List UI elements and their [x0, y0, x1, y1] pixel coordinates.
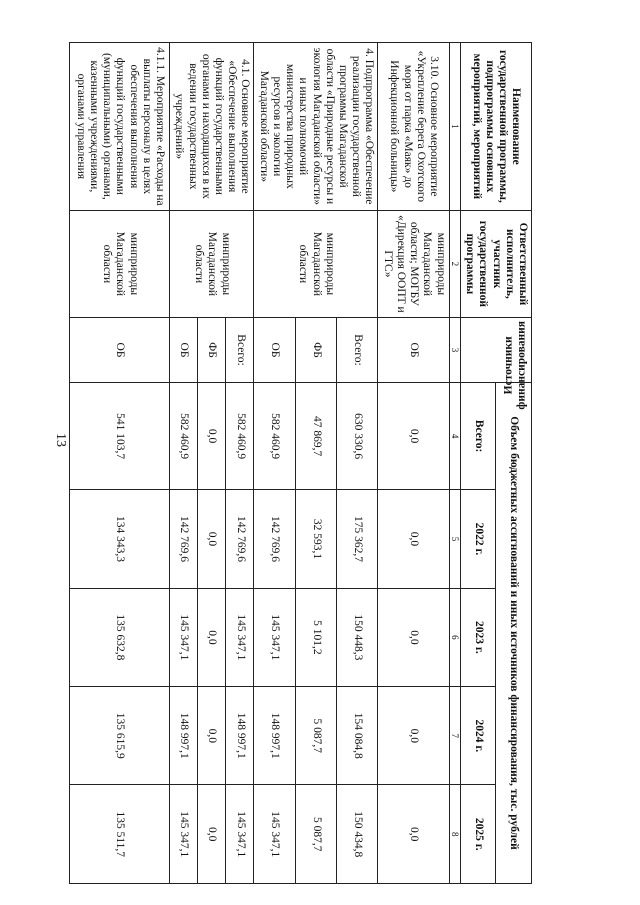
row-value: 142 769,6 [226, 490, 254, 588]
row-value: 148 997,1 [226, 687, 254, 785]
page-number: 13 [53, 433, 68, 447]
col-number: 6 [449, 588, 460, 686]
header-year-2022: 2022 г. [460, 490, 496, 588]
header-source: Источники финансирования [460, 318, 531, 383]
col-number: 8 [449, 785, 460, 884]
row-value: 145 347,1 [226, 588, 254, 686]
row-source: ОБ [70, 318, 170, 383]
row-value: 582 460,9 [254, 382, 295, 489]
row-value: 0,0 [378, 785, 449, 884]
row-value: 5 087,7 [295, 687, 336, 785]
row-value: 0,0 [378, 382, 449, 489]
row-value: 0,0 [198, 785, 226, 884]
row-value: 0,0 [198, 490, 226, 588]
row-value: 148 997,1 [170, 687, 198, 785]
row-responsible: минприроды Магаданской области [170, 210, 254, 317]
col-number: 3 [449, 318, 460, 383]
col-number: 4 [449, 382, 460, 489]
row-source: ФБ [198, 318, 226, 383]
row-source: ФБ [295, 318, 336, 383]
table-row [337, 43, 378, 884]
row-value: 175 362,7 [337, 490, 378, 588]
row-source: ОБ [254, 318, 295, 383]
col-number: 1 [449, 43, 460, 211]
header-volume: Объем бюджетных ассигнований и иных источников финансирования, тыс. рублей [496, 382, 532, 883]
row-value: 582 460,9 [170, 382, 198, 489]
budget-table-container [74, 42, 532, 884]
row-value: 32 593,1 [295, 490, 336, 588]
row-source: Всего: [337, 318, 378, 383]
col-number: 2 [449, 210, 460, 317]
table-row [378, 43, 449, 884]
col-number: 5 [449, 490, 460, 588]
row-value: 582 460,9 [226, 382, 254, 489]
row-value: 150 448,3 [337, 588, 378, 686]
row-value: 5 101,2 [295, 588, 336, 686]
header-year-2025: 2025 г. [460, 785, 496, 884]
row-responsible: минприроды Магаданской области; МОГБУ «Дирекция ООПТ и ГТС» [378, 210, 449, 317]
column-number-row [449, 43, 460, 884]
header-name: Наименование государственной программы, подпрограммы основных мероприятий, мероприятий [460, 43, 531, 211]
row-value: 0,0 [198, 687, 226, 785]
row-value: 148 997,1 [254, 687, 295, 785]
row-value: 0,0 [198, 588, 226, 686]
row-value: 145 347,1 [254, 588, 295, 686]
row-value: 134 343,3 [70, 490, 170, 588]
row-value: 150 434,8 [337, 785, 378, 884]
row-name: 4.1. Основное мероприятие «Обеспечение выполнения функций государственными органами и находящихся в их ведении государственных учреждений» [170, 43, 254, 211]
row-source: Всего: [226, 318, 254, 383]
header-total: Всего: [460, 382, 496, 489]
row-value: 145 347,1 [254, 785, 295, 884]
row-value: 5 087,7 [295, 785, 336, 884]
table-row [70, 43, 170, 884]
row-name: 3.10. Основное мероприятие «Укрепление берега Охотского моря от парка «Маяк» до Инфекционной больницы» [378, 43, 449, 211]
row-value: 0,0 [378, 687, 449, 785]
row-responsible: минприроды Магаданской области [254, 210, 378, 317]
col-number: 7 [449, 687, 460, 785]
row-value: 145 347,1 [226, 785, 254, 884]
row-value: 0,0 [378, 588, 449, 686]
row-name: 4.1.1. Мероприятие «Расходы на выплаты персоналу в целях обеспечения выполнения функций государственными (муниципальными) органами, казенными учреждениями, органами управления [70, 43, 170, 211]
header-responsible: Ответственный исполнитель, участник государственной программы [460, 210, 531, 317]
row-value: 135 511,7 [70, 785, 170, 884]
row-value: 0,0 [378, 490, 449, 588]
row-source: ОБ [170, 318, 198, 383]
row-value: 142 769,6 [170, 490, 198, 588]
row-value: 47 869,7 [295, 382, 336, 489]
row-responsible: минприроды Магаданской области [70, 210, 170, 317]
row-value: 135 632,8 [70, 588, 170, 686]
row-value: 145 347,1 [170, 588, 198, 686]
header-year-2024: 2024 г. [460, 687, 496, 785]
row-value: 135 615,9 [70, 687, 170, 785]
row-value: 630 330,6 [337, 382, 378, 489]
row-value: 154 084,8 [337, 687, 378, 785]
row-value: 145 347,1 [170, 785, 198, 884]
row-source: ОБ [378, 318, 449, 383]
table-row [226, 43, 254, 884]
row-name: 4. Подпрограмма «Обеспечение реализации государственной программы Магаданской области «Природные ресурсы и экология Магаданской области» и иных полномочий министерства природных ресурсов и экологии Магаданской области» [254, 43, 378, 211]
row-value: 142 769,6 [254, 490, 295, 588]
header-year-2023: 2023 г. [460, 588, 496, 686]
row-value: 0,0 [198, 382, 226, 489]
row-value: 541 103,7 [70, 382, 170, 489]
budget-table [69, 42, 532, 884]
